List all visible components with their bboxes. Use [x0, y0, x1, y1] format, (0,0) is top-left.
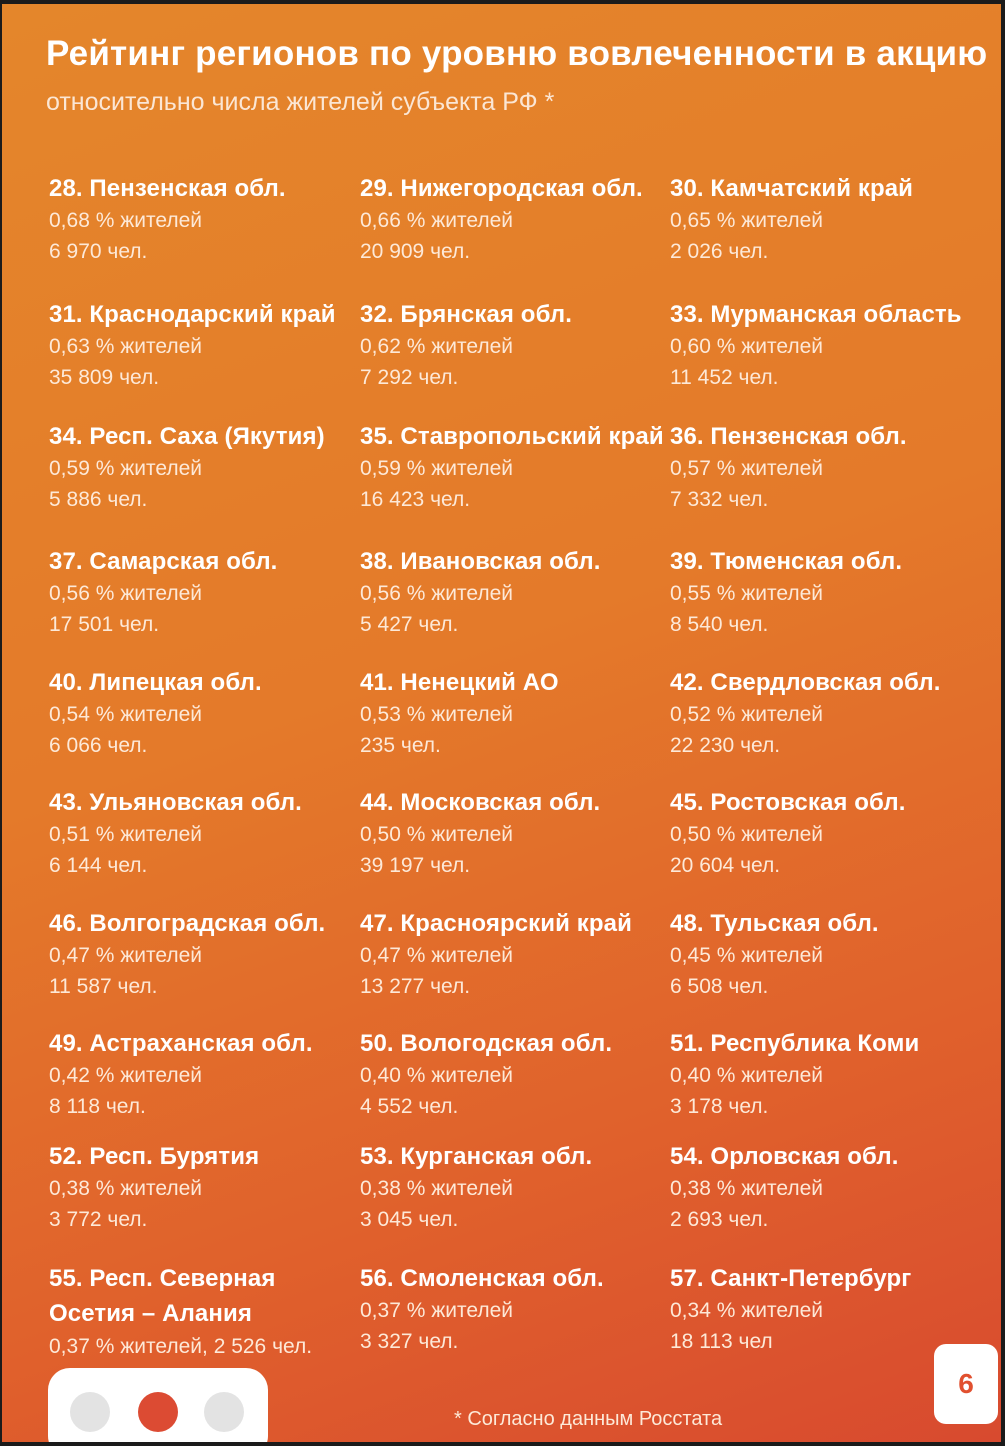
region-name: 43. Ульяновская обл.	[49, 789, 302, 816]
nav-dot[interactable]	[204, 1392, 244, 1432]
region-name: 45. Ростовская обл.	[670, 789, 906, 816]
region-count: 11 587 чел.	[49, 975, 158, 998]
region-entry	[360, 1263, 670, 1357]
region-share: 0,57 % жителей	[670, 457, 824, 480]
region-count: 5 427 чел.	[360, 613, 459, 636]
region-share: 0,56 % жителей	[49, 582, 203, 605]
region-entry	[360, 1028, 670, 1122]
region-count: 6 508 чел.	[670, 975, 769, 998]
region-entry	[670, 421, 980, 515]
region-share: 0,59 % жителей	[49, 457, 203, 480]
region-count: 13 277 чел.	[360, 975, 471, 998]
region-name: 40. Липецкая обл.	[49, 669, 262, 696]
region-name: 30. Камчатский край	[670, 175, 914, 202]
region-entry	[49, 1028, 359, 1122]
region-name: 38. Ивановская обл.	[360, 548, 601, 575]
region-share: 0,62 % жителей	[360, 335, 514, 358]
region-count: 3 178 чел.	[670, 1095, 769, 1118]
region-name: 46. Волгоградская обл.	[49, 910, 326, 937]
region-entry	[670, 667, 980, 761]
region-name: 29. Нижегородская обл.	[360, 175, 643, 202]
region-count: 17 501 чел.	[49, 613, 160, 636]
region-count: 7 332 чел.	[670, 488, 769, 511]
region-name-continued: Осетия – Алания	[49, 1300, 252, 1327]
region-count: 8 540 чел.	[670, 613, 769, 636]
region-entry	[670, 1263, 980, 1357]
region-count: 2 026 чел.	[670, 240, 769, 263]
region-name: 42. Свердловская обл.	[670, 669, 941, 696]
region-count: 2 693 чел.	[670, 1208, 769, 1231]
region-name: 44. Московская обл.	[360, 789, 601, 816]
region-share: 0,51 % жителей	[49, 823, 203, 846]
region-share: 0,34 % жителей	[670, 1299, 824, 1322]
region-entry	[49, 908, 359, 1002]
region-share: 0,50 % жителей	[670, 823, 824, 846]
region-count: 16 423 чел.	[360, 488, 471, 511]
region-entry	[49, 299, 359, 393]
region-share: 0,45 % жителей	[670, 944, 824, 967]
region-entry	[360, 908, 670, 1002]
region-count: 3 045 чел.	[360, 1208, 459, 1231]
region-entry	[670, 908, 980, 1002]
region-name: 56. Смоленская обл.	[360, 1265, 604, 1292]
region-name: 41. Ненецкий АО	[360, 669, 559, 696]
region-entry	[49, 421, 359, 515]
region-name: 47. Красноярский край	[360, 910, 632, 937]
page	[2, 4, 1001, 1442]
region-share: 0,68 % жителей	[49, 209, 203, 232]
region-name: 52. Респ. Бурятия	[49, 1143, 260, 1170]
region-share-count: 0,37 % жителей, 2 526 чел.	[49, 1335, 313, 1358]
region-share: 0,42 % жителей	[49, 1064, 203, 1087]
region-count: 6 970 чел.	[49, 240, 148, 263]
region-share: 0,55 % жителей	[670, 582, 824, 605]
region-count: 8 118 чел.	[49, 1095, 146, 1118]
region-entry	[49, 1141, 359, 1235]
page-subtitle: относительно числа жителей субъекта РФ *	[46, 88, 555, 116]
region-name: 37. Самарская обл.	[49, 548, 278, 575]
region-count: 20 604 чел.	[670, 854, 781, 877]
nav-dot-active[interactable]	[138, 1392, 178, 1432]
region-count: 4 552 чел.	[360, 1095, 459, 1118]
slide-nav	[48, 1368, 268, 1442]
region-entry	[360, 667, 670, 761]
region-share: 0,60 % жителей	[670, 335, 824, 358]
region-name: 33. Мурманская область	[670, 301, 962, 328]
region-entry	[670, 546, 980, 640]
region-entry	[360, 1141, 670, 1235]
region-count: 6 066 чел.	[49, 734, 148, 757]
region-name: 35. Ставропольский край	[360, 423, 664, 450]
region-name: 31. Краснодарский край	[49, 301, 336, 328]
region-name: 28. Пензенская обл.	[49, 175, 286, 202]
footnote: * Согласно данным Росстата	[454, 1408, 723, 1430]
region-count: 35 809 чел.	[49, 366, 160, 389]
region-name: 34. Респ. Саха (Якутия)	[49, 423, 325, 450]
region-name: 36. Пензенская обл.	[670, 423, 907, 450]
region-count: 18 113 чел	[670, 1330, 773, 1353]
region-name: 54. Орловская обл.	[670, 1143, 899, 1170]
region-count: 11 452 чел.	[670, 366, 779, 389]
page-number: 6	[934, 1344, 998, 1424]
region-entry	[49, 546, 359, 640]
region-share: 0,54 % жителей	[49, 703, 203, 726]
region-share: 0,38 % жителей	[360, 1177, 514, 1200]
region-count: 6 144 чел.	[49, 854, 148, 877]
region-share: 0,38 % жителей	[49, 1177, 203, 1200]
region-share: 0,40 % жителей	[670, 1064, 824, 1087]
region-name: 39. Тюменская обл.	[670, 548, 903, 575]
region-name: 55. Респ. Северная	[49, 1265, 276, 1292]
region-entry	[360, 546, 670, 640]
region-entry	[49, 667, 359, 761]
region-entry	[360, 299, 670, 393]
region-share: 0,63 % жителей	[49, 335, 203, 358]
region-entry	[670, 1028, 980, 1122]
region-name: 50. Вологодская обл.	[360, 1030, 613, 1057]
region-entry	[670, 1141, 980, 1235]
region-count: 20 909 чел.	[360, 240, 471, 263]
region-name: 53. Курганская обл.	[360, 1143, 593, 1170]
region-count: 7 292 чел.	[360, 366, 459, 389]
region-count: 22 230 чел.	[670, 734, 781, 757]
region-entry	[49, 173, 359, 267]
region-entry	[49, 787, 359, 881]
page-title: Рейтинг регионов по уровню вовлеченности в акцию	[46, 34, 988, 73]
region-entry	[670, 173, 980, 267]
region-entry	[360, 421, 670, 515]
region-count: 3 327 чел.	[360, 1330, 459, 1353]
region-share: 0,40 % жителей	[360, 1064, 514, 1087]
region-name: 51. Республика Коми	[670, 1030, 920, 1057]
region-share: 0,66 % жителей	[360, 209, 514, 232]
region-entry	[670, 299, 980, 393]
region-count: 235 чел.	[360, 734, 441, 757]
region-name: 57. Санкт-Петербург	[670, 1265, 912, 1292]
region-share: 0,65 % жителей	[670, 209, 824, 232]
region-share: 0,50 % жителей	[360, 823, 514, 846]
region-count: 5 886 чел.	[49, 488, 148, 511]
region-share: 0,53 % жителей	[360, 703, 514, 726]
region-entry	[670, 787, 980, 881]
region-share: 0,47 % жителей	[49, 944, 203, 967]
region-count: 3 772 чел.	[49, 1208, 148, 1231]
region-entry	[360, 173, 670, 267]
region-entry	[49, 1263, 359, 1362]
region-share: 0,47 % жителей	[360, 944, 514, 967]
region-share: 0,56 % жителей	[360, 582, 514, 605]
region-name: 32. Брянская обл.	[360, 301, 573, 328]
region-share: 0,59 % жителей	[360, 457, 514, 480]
region-share: 0,38 % жителей	[670, 1177, 824, 1200]
nav-dot[interactable]	[70, 1392, 110, 1432]
region-share: 0,37 % жителей	[360, 1299, 514, 1322]
region-entry	[360, 787, 670, 881]
region-name: 48. Тульская обл.	[670, 910, 879, 937]
region-name: 49. Астраханская обл.	[49, 1030, 313, 1057]
region-count: 39 197 чел.	[360, 854, 471, 877]
region-share: 0,52 % жителей	[670, 703, 824, 726]
